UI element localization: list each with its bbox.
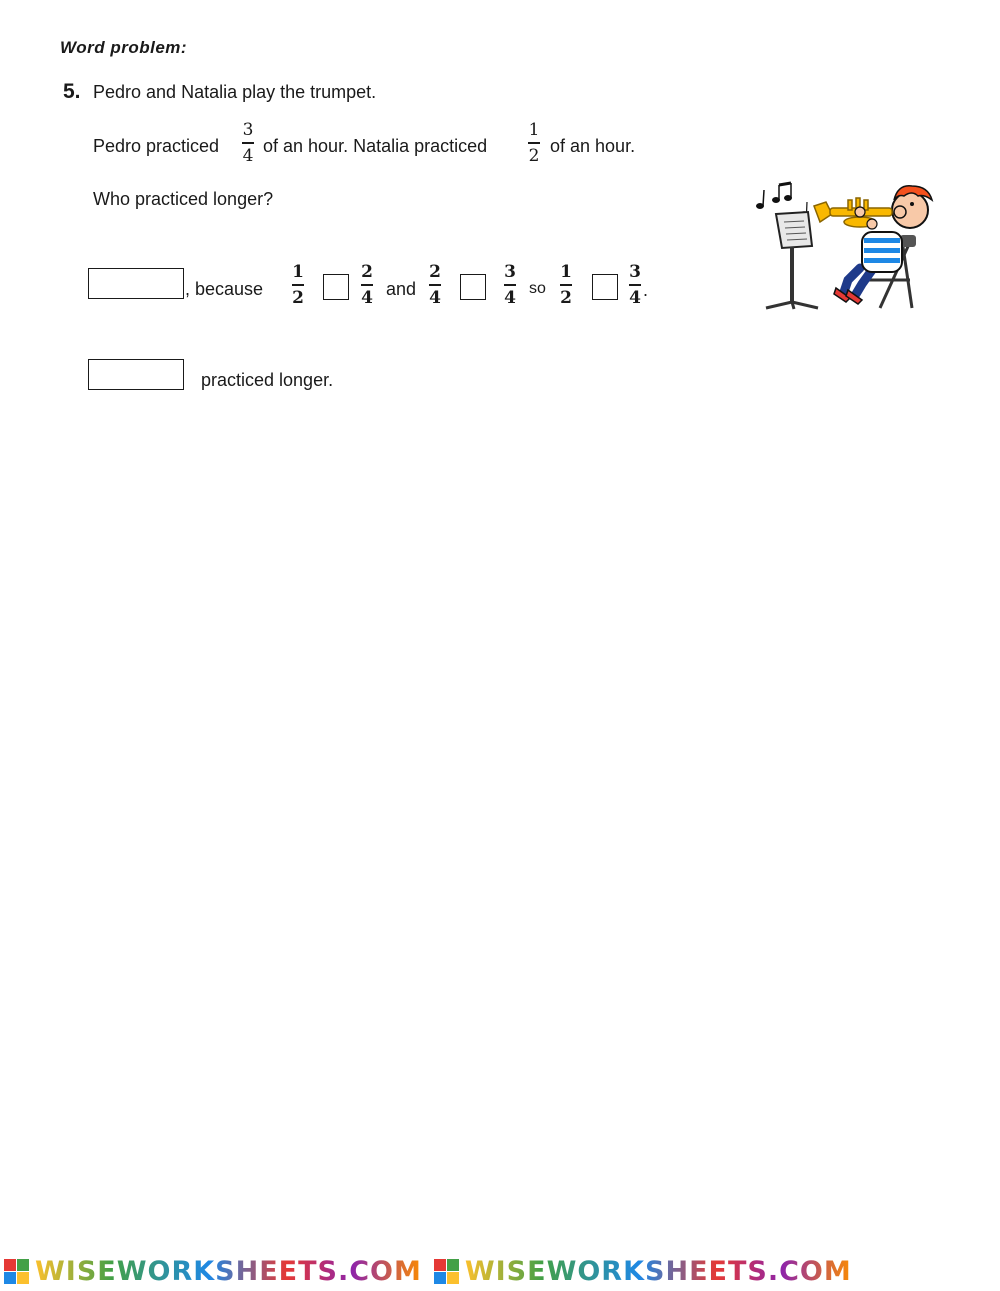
who-answer-box[interactable] — [88, 268, 184, 299]
fraction-numerator: 1 — [292, 262, 304, 282]
fraction-bar — [560, 284, 572, 286]
question-line-2b: of an hour. Natalia practiced — [263, 136, 488, 156]
fraction-numerator: 2 — [429, 262, 441, 282]
music-notes-icon — [757, 183, 808, 216]
compare-box-2[interactable] — [460, 274, 486, 300]
longer-answer-box[interactable] — [88, 359, 184, 390]
fraction-4 — [504, 262, 516, 308]
question-number: 5. — [63, 80, 81, 103]
fraction-6 — [629, 262, 641, 308]
striped-shirt-icon — [862, 232, 902, 272]
fraction-denominator: 4 — [429, 287, 441, 308]
fraction-denominator: 4 — [361, 287, 373, 308]
fraction-bar — [361, 284, 373, 286]
question-line-2c: of an hour. — [550, 136, 636, 156]
answer-line-text: practiced longer. — [201, 370, 334, 390]
footer-brand-2 — [434, 1256, 852, 1287]
fraction-numerator: 3 — [242, 120, 254, 140]
fraction-denominator: 2 — [528, 145, 540, 166]
footer-brand-1 — [4, 1256, 422, 1287]
fraction-numerator: 1 — [528, 120, 540, 140]
fraction-denominator: 2 — [560, 287, 572, 308]
question-line-3: Who practiced longer? — [93, 189, 274, 209]
compare-box-1[interactable] — [323, 274, 349, 300]
question-line-1: Pedro and Natalia play the trumpet. — [93, 82, 377, 102]
fraction-numerator: 3 — [504, 262, 516, 282]
fraction-bar — [629, 284, 641, 286]
fraction-denominator: 4 — [242, 145, 254, 166]
logo-icon — [4, 1259, 29, 1284]
fraction-denominator: 4 — [504, 287, 516, 308]
fraction-3 — [429, 262, 441, 308]
trumpet-icon — [814, 198, 892, 227]
fraction-numerator: 3 — [629, 262, 641, 282]
fraction-natalia — [528, 120, 540, 166]
fraction-denominator: 2 — [292, 287, 304, 308]
music-stand-icon — [766, 212, 818, 309]
footer-branding — [0, 1252, 1000, 1291]
because-text: , because — [185, 279, 264, 299]
fraction-bar — [242, 142, 254, 144]
section-heading: Word problem: — [60, 38, 188, 57]
fraction-numerator: 2 — [361, 262, 373, 282]
fraction-denominator: 4 — [629, 287, 641, 308]
footer-website-text: WISEWORKSHEETS.COM — [35, 1256, 422, 1287]
trumpet-player-illustration — [752, 180, 937, 312]
fraction-bar — [528, 142, 540, 144]
fraction-numerator: 1 — [560, 262, 572, 282]
so-text: so — [529, 280, 546, 297]
fraction-5 — [560, 262, 572, 308]
fraction-2 — [361, 262, 373, 308]
footer-website-text: WISEWORKSHEETS.COM — [464, 1256, 852, 1287]
period-text: . — [643, 280, 649, 300]
fraction-pedro — [242, 120, 254, 166]
logo-icon — [434, 1259, 459, 1284]
fraction-bar — [292, 284, 304, 286]
fraction-bar — [504, 284, 516, 286]
compare-box-3[interactable] — [592, 274, 618, 300]
and-text: and — [386, 279, 417, 299]
question-line-2a: Pedro practiced — [93, 136, 220, 156]
fraction-bar — [429, 284, 441, 286]
fraction-1 — [292, 262, 304, 308]
